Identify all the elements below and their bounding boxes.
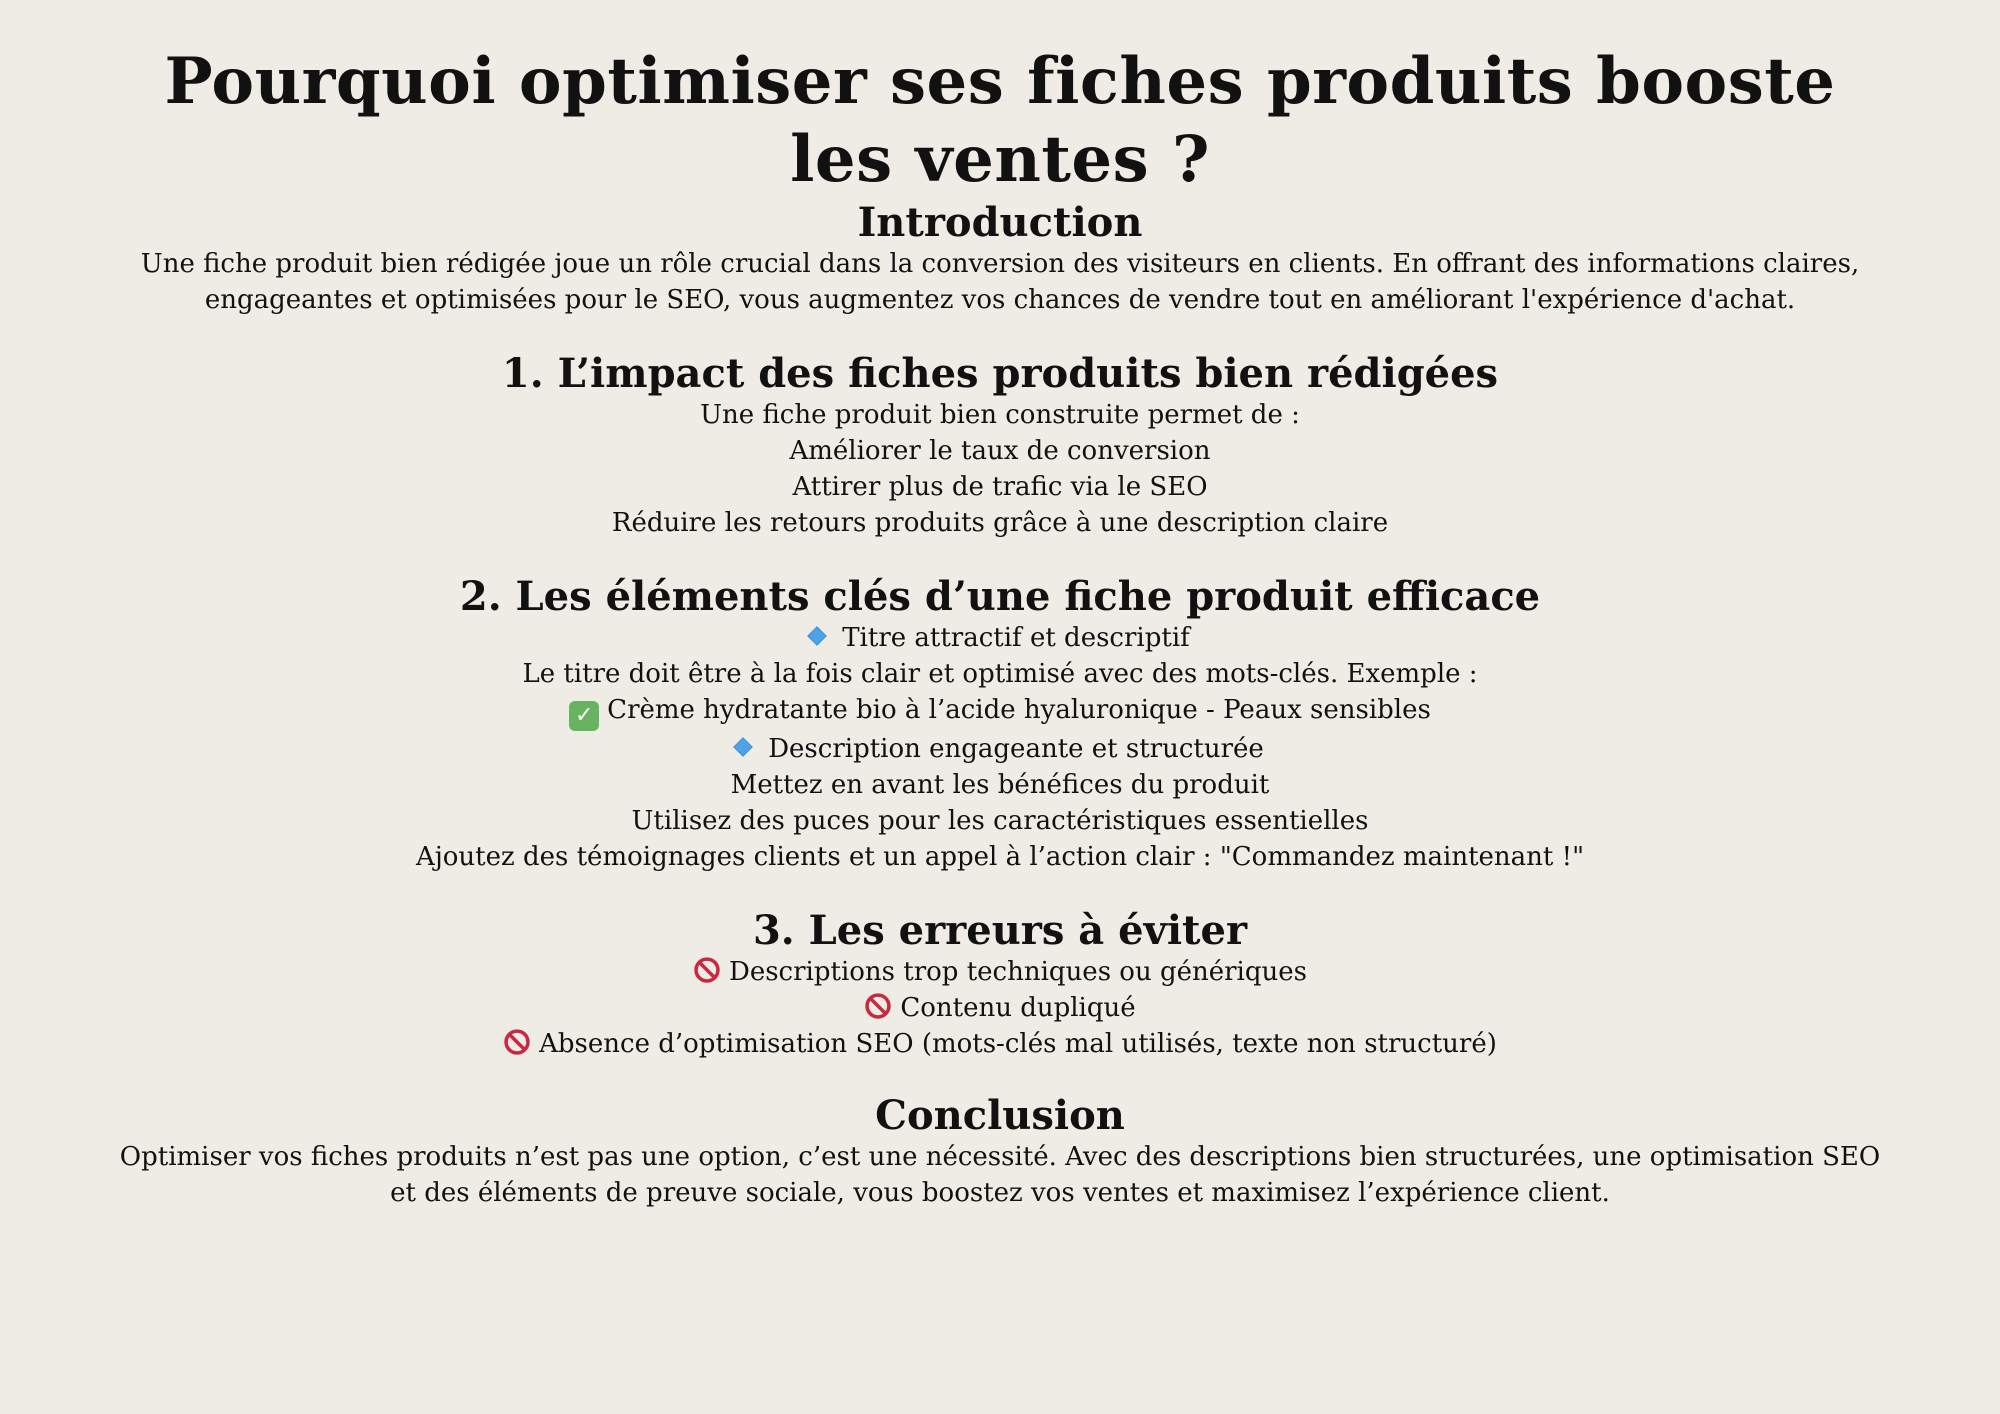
introduction-heading: Introduction [857,199,1143,246]
mistakes-section [110,907,1890,1062]
impact-item-traffic: Attirer plus de trafic via le SEO [792,472,1208,502]
impact-intro: Une fiche produit bien construite permet de : [700,400,1300,430]
testimonials-cta-line: Ajoutez des témoignages clients et un appel à l’action clair : "Commandez maintenant !" [415,842,1585,872]
blue-diamond-icon [733,737,753,757]
impact-section [110,350,1890,541]
impact-item-conversion: Améliorer le taux de conversion [789,436,1211,466]
engaging-description-text: Description engageante et structurée [768,734,1264,764]
mistake-seo-line [110,1026,1890,1062]
attractive-title-line [110,620,1890,656]
example-title-text: Crème hydratante bio à l’acide hyaluronique - Peaux sensibles [607,695,1431,725]
mistakes-heading: 3. Les erreurs à éviter [752,907,1248,954]
conclusion-text: Optimiser vos fiches produits n’est pas une option, c’est une nécessité. Avec des descriptions bien structurées, une optimisation SEO et des éléments de preuve sociale, vous boostez vos ventes et maximisez l’expérience client. [119,1142,1881,1208]
attractive-title-text: Titre attractif et descriptif [842,623,1190,653]
key-elements-heading: 2. Les éléments clés d’une fiche produit efficace [459,573,1541,620]
engaging-description-line [110,731,1890,767]
impact-heading: 1. L’impact des fiches produits bien rédigées [501,350,1499,397]
blue-diamond-icon [807,626,827,646]
bullets-line: Utilisez des puces pour les caractéristiques essentielles [631,806,1369,836]
page-title: Pourquoi optimiser ses fiches produits booste les ventes ? [164,44,1836,197]
conclusion-section [110,1092,1890,1211]
introduction-text: Une fiche produit bien rédigée joue un rôle crucial dans la conversion des visiteurs en clients. En offrant des informations claires, engageantes et optimisées pour le SEO, vous augmentez vos chances de vendre tout en améliorant l'expérience d'achat. [140,249,1860,315]
mistake-duplicate-line [110,990,1890,1026]
mistake-seo-text: Absence d’optimisation SEO (mots-clés mal utilisés, texte non structuré) [539,1029,1497,1059]
check-mark-icon: ✓ [569,701,599,731]
introduction-section [110,199,1890,318]
prohibited-icon [864,992,892,1020]
prohibited-icon [503,1028,531,1056]
benefits-line: Mettez en avant les bénéfices du produit [730,770,1270,800]
mistake-technical-text: Descriptions trop techniques ou génériques [728,957,1307,987]
prohibited-icon [693,956,721,984]
impact-item-returns: Réduire les retours produits grâce à une description claire [611,508,1389,538]
key-elements-section [110,573,1890,875]
example-title-line [110,692,1890,731]
conclusion-heading: Conclusion [875,1092,1125,1139]
title-explanation: Le titre doit être à la fois clair et optimisé avec des mots-clés. Exemple : [522,659,1478,689]
mistake-duplicate-text: Contenu dupliqué [900,993,1136,1023]
mistake-technical-line [110,954,1890,990]
